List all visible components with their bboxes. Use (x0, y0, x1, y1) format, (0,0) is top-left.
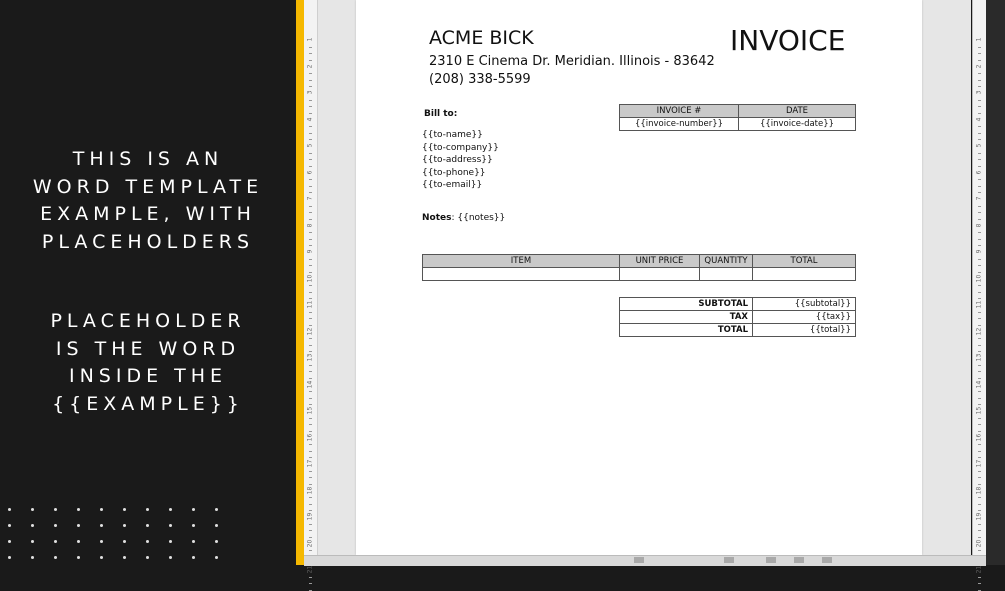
quantity-header: QUANTITY (700, 255, 753, 268)
invoice-date-placeholder: {{invoice-date}} (739, 118, 856, 131)
ruler-number: 10 (975, 274, 983, 282)
decorative-dot (100, 524, 103, 527)
totals-table (619, 297, 856, 337)
decorative-dot (192, 540, 195, 543)
company-address: 2310 E Cinema Dr. Meridian. Illinois - 83642 (429, 54, 715, 69)
ruler-number: 14 (975, 380, 983, 388)
ruler-tick (978, 153, 981, 154)
caption-line: EXAMPLE, WITH (40, 203, 256, 225)
ruler-number: 6 (975, 170, 983, 174)
decorative-dot (192, 524, 195, 527)
ruler-tick (978, 477, 981, 478)
ruler-tick (978, 159, 981, 160)
decorative-dot (31, 524, 34, 527)
ruler-tick (978, 126, 981, 127)
ruler-tick (978, 312, 981, 313)
ruler-tick (978, 259, 981, 260)
ruler-number: 5 (306, 143, 314, 148)
vertical-ruler-right[interactable] (972, 0, 987, 574)
ruler-tick (309, 265, 312, 266)
ruler-number: 19 (975, 512, 983, 521)
ruler-tick (978, 398, 981, 399)
ruler-number: 19 (306, 512, 314, 521)
ruler-tick (309, 80, 312, 81)
ruler-tick (309, 186, 312, 187)
ruler-tick (978, 365, 981, 366)
decorative-dot (77, 508, 80, 511)
decorative-dot (54, 508, 57, 511)
decorative-dot (31, 508, 34, 511)
accent-bar (296, 0, 304, 565)
read-mode-icon[interactable] (766, 557, 776, 563)
total-label: TOTAL (620, 324, 753, 337)
ruler-number: 12 (975, 327, 983, 335)
focus-icon[interactable] (724, 557, 734, 563)
ruler-tick (309, 259, 312, 260)
ruler-number: 10 (306, 274, 314, 282)
caption-block-2 (0, 308, 296, 418)
ruler-tick (978, 232, 981, 233)
ruler-tick (978, 73, 981, 74)
caption-line: IS THE WORD (55, 337, 241, 360)
ruler-number: 21 (975, 565, 983, 574)
decorative-dot (146, 524, 149, 527)
tax-label: TAX (620, 311, 753, 324)
decorative-dot (31, 540, 34, 543)
ruler-tick (309, 583, 312, 584)
ruler-number: 4 (306, 117, 314, 121)
ruler-tick (978, 53, 981, 54)
ruler-tick (309, 504, 312, 505)
ruler-tick (309, 550, 312, 551)
ruler-tick (978, 179, 981, 180)
items-table (422, 254, 856, 281)
ruler-tick (978, 451, 981, 452)
status-bar (304, 555, 986, 566)
ruler-tick (309, 47, 312, 48)
decorative-dot (77, 524, 80, 527)
ruler-tick (309, 312, 312, 313)
decorative-dot (54, 524, 57, 527)
ruler-number: 17 (975, 459, 983, 468)
ruler-tick (309, 398, 312, 399)
ruler-number: 1 (306, 37, 314, 42)
ruler-tick (978, 530, 981, 531)
notes-label: Notes (422, 213, 452, 223)
ruler-number: 17 (306, 459, 314, 468)
to-company-placeholder: {{to-company}} (422, 142, 499, 153)
ruler-number: 16 (975, 433, 983, 441)
print-layout-icon[interactable] (794, 557, 804, 563)
ruler-tick (978, 424, 981, 425)
caption-line: WORD TEMPLATE (32, 175, 264, 198)
decorative-dot (146, 508, 149, 511)
ruler-tick (978, 133, 981, 134)
decorative-dot (123, 540, 126, 543)
invoice-title: INVOICE (730, 24, 846, 57)
ruler-tick (978, 391, 981, 392)
ruler-tick (978, 371, 981, 372)
layout-icon[interactable] (634, 557, 644, 563)
ruler-tick (309, 153, 312, 154)
ruler-number: 9 (975, 249, 983, 254)
to-name-placeholder: {{to-name}} (422, 130, 483, 140)
ruler-tick (309, 345, 312, 346)
decorative-dot (215, 556, 218, 559)
ruler-tick (309, 292, 312, 293)
ruler-tick (978, 504, 981, 505)
decorative-dot (215, 524, 218, 527)
unit-price-cell (620, 268, 700, 281)
decorative-dot (169, 524, 172, 527)
table-row (423, 268, 856, 281)
ruler-number: 12 (306, 327, 314, 335)
ruler-number: 21 (306, 565, 314, 574)
quantity-cell (700, 268, 753, 281)
ruler-tick (309, 73, 312, 74)
ruler-number: 3 (975, 90, 983, 95)
window-edge (986, 0, 1005, 565)
ruler-tick (978, 524, 981, 525)
decorative-dot (100, 556, 103, 559)
ruler-tick (309, 232, 312, 233)
unit-price-header: UNIT PRICE (620, 255, 700, 268)
invoice-info-table (619, 104, 856, 131)
caption-panel (0, 0, 296, 565)
decorative-dot (8, 540, 11, 543)
notes-line (422, 213, 505, 223)
ruler-tick (978, 106, 981, 107)
ruler-tick (309, 53, 312, 54)
ruler-tick (309, 338, 312, 339)
vertical-ruler[interactable] (304, 0, 318, 574)
ruler-tick (978, 345, 981, 346)
ruler-number: 18 (975, 486, 983, 494)
ruler-tick (978, 47, 981, 48)
ruler-tick (978, 497, 981, 498)
ruler-tick (978, 239, 981, 240)
ruler-tick (978, 206, 981, 207)
caption-line: PLACEHOLDERS (41, 230, 255, 253)
decorative-dot (54, 556, 57, 559)
ruler-number: 2 (975, 64, 983, 68)
decorative-dot (54, 540, 57, 543)
ruler-number: 14 (306, 380, 314, 388)
ruler-number: 2 (306, 64, 314, 68)
total-placeholder: {{total}} (753, 324, 856, 337)
total-cell (753, 268, 856, 281)
ruler-number: 6 (306, 170, 314, 174)
ruler-number: 15 (975, 406, 983, 415)
decorative-dot (77, 540, 80, 543)
caption-line: {{EXAMPLE}} (52, 392, 244, 415)
decorative-dot (169, 508, 172, 511)
ruler-tick (978, 471, 981, 472)
invoice-number-placeholder: {{invoice-number}} (620, 118, 739, 131)
item-header: ITEM (423, 255, 620, 268)
ruler-tick (309, 133, 312, 134)
to-phone-placeholder: {{to-phone}} (422, 167, 486, 178)
ruler-tick (309, 100, 312, 101)
ruler-tick (978, 186, 981, 187)
ruler-tick (309, 212, 312, 213)
decorative-dot (100, 508, 103, 511)
ruler-tick (309, 524, 312, 525)
decorative-dot (169, 556, 172, 559)
ruler-number: 8 (306, 223, 314, 227)
decorative-dot (77, 556, 80, 559)
ruler-number: 11 (975, 300, 983, 309)
ruler-tick (309, 444, 312, 445)
ruler-tick (309, 106, 312, 107)
bill-to-label: Bill to: (424, 109, 458, 119)
ruler-number: 11 (306, 300, 314, 309)
ruler-tick (309, 159, 312, 160)
decorative-dot (192, 508, 195, 511)
caption-line: THIS IS AN (72, 148, 224, 170)
ruler-number: 20 (975, 539, 983, 547)
decorative-dot (8, 508, 11, 511)
caption-line: INSIDE THE (68, 365, 228, 387)
ruler-number: 16 (306, 433, 314, 441)
ruler-number: 15 (306, 406, 314, 415)
ruler-tick (309, 179, 312, 180)
ruler-tick (309, 577, 312, 578)
decorative-dot (8, 556, 11, 559)
company-name: ACME BICK (429, 27, 534, 49)
ruler-tick (309, 126, 312, 127)
ruler-number: 9 (306, 249, 314, 254)
ruler-tick (978, 550, 981, 551)
item-cell (423, 268, 620, 281)
ruler-tick (309, 365, 312, 366)
ruler-number: 1 (975, 37, 983, 42)
decorative-dot (100, 540, 103, 543)
subtotal-placeholder: {{subtotal}} (753, 298, 856, 311)
to-address-placeholder: {{to-address}} (422, 155, 493, 165)
date-header: DATE (739, 105, 856, 118)
company-phone: (208) 338-5599 (429, 72, 531, 87)
subtotal-label: SUBTOTAL (620, 298, 753, 311)
ruler-tick (978, 577, 981, 578)
ruler-tick (309, 318, 312, 319)
ruler-number: 13 (306, 353, 314, 362)
ruler-tick (978, 338, 981, 339)
decorative-dot (215, 540, 218, 543)
ruler-tick (978, 318, 981, 319)
to-email-placeholder: {{to-email}} (422, 180, 483, 190)
ruler-tick (309, 391, 312, 392)
decorative-dot (192, 556, 195, 559)
decorative-dot (215, 508, 218, 511)
total-header: TOTAL (753, 255, 856, 268)
ruler-tick (978, 100, 981, 101)
document-page[interactable] (356, 0, 922, 555)
web-layout-icon[interactable] (822, 557, 832, 563)
ruler-tick (978, 444, 981, 445)
ruler-tick (309, 206, 312, 207)
ruler-number: 7 (306, 196, 314, 201)
ruler-tick (309, 471, 312, 472)
ruler-tick (978, 418, 981, 419)
ruler-tick (309, 424, 312, 425)
ruler-number: 3 (306, 90, 314, 95)
caption-line: PLACEHOLDER (50, 310, 246, 332)
ruler-tick (978, 212, 981, 213)
ruler-tick (309, 239, 312, 240)
ruler-tick (309, 451, 312, 452)
ruler-tick (309, 497, 312, 498)
decorative-dot (123, 524, 126, 527)
ruler-tick (978, 80, 981, 81)
ruler-number: 18 (306, 486, 314, 494)
ruler-number: 4 (975, 117, 983, 121)
decorative-dot (31, 556, 34, 559)
ruler-tick (978, 583, 981, 584)
decorative-dot (123, 508, 126, 511)
decorative-dot (146, 556, 149, 559)
ruler-tick (978, 265, 981, 266)
decorative-dot (8, 524, 11, 527)
ruler-tick (309, 477, 312, 478)
ruler-tick (309, 418, 312, 419)
invoice-number-header: INVOICE # (620, 105, 739, 118)
decorative-dot (123, 556, 126, 559)
ruler-number: 13 (975, 353, 983, 362)
caption-block-1 (0, 146, 296, 256)
ruler-number: 8 (975, 223, 983, 227)
ruler-tick (978, 292, 981, 293)
ruler-tick (309, 371, 312, 372)
notes-placeholder: : {{notes}} (451, 213, 506, 223)
decorative-dot (146, 540, 149, 543)
ruler-number: 5 (975, 143, 983, 148)
ruler-number: 20 (306, 539, 314, 547)
decorative-dot (169, 540, 172, 543)
ruler-tick (309, 530, 312, 531)
ruler-tick (309, 285, 312, 286)
ruler-tick (978, 285, 981, 286)
ruler-number: 7 (975, 196, 983, 201)
tax-placeholder: {{tax}} (753, 311, 856, 324)
